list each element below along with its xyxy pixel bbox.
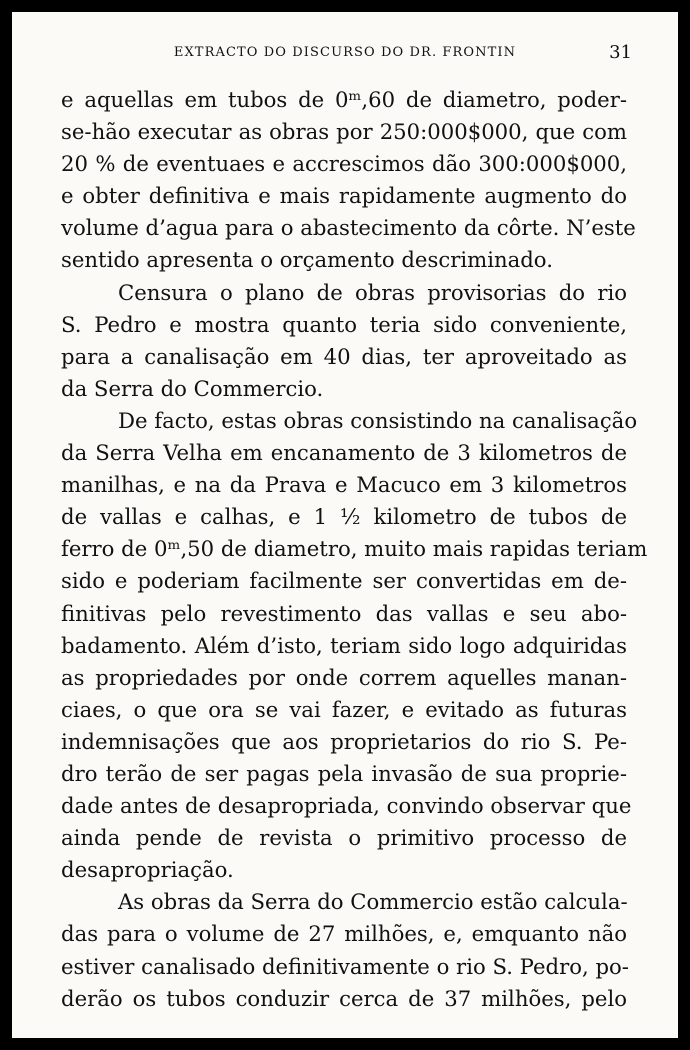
paragraph-1 [61, 84, 636, 277]
text-line: ainda pende de revista o primitivo processo de [61, 825, 627, 851]
text-line: desapropriação. [61, 857, 234, 883]
paragraph-4 [61, 886, 627, 1014]
text-line: e aquellas em tubos de 0ᵐ,60 de diametro, poder- [61, 87, 627, 112]
running-head [12, 42, 678, 69]
text-line: manilhas, e na da Prava e Macuco em 3 kilometros [61, 472, 627, 498]
text-line: S. Pedro e mostra quanto teria sido conveniente, [61, 311, 627, 337]
text-line: badamento. Além d’isto, teriam sido logo adquiridas [61, 632, 627, 658]
text-line: finitivas pelo revestimento das vallas e seu abo- [61, 600, 627, 626]
text-line: para a canalisação em 40 dias, ter aproveitado as [61, 343, 627, 369]
text-line: da Serra Velha em encanamento de 3 kilometros de [61, 440, 627, 466]
running-title: EXTRACTO DO DISCURSO DO DR. FRONTIN [173, 45, 517, 60]
text-line: de vallas e calhas, e 1 ½ kilometro de tubos de [61, 504, 627, 530]
body-text [61, 84, 648, 1015]
paragraph-3 [61, 405, 648, 886]
text-line: volume d’agua para o abastecimento da côrte. N’este [61, 215, 636, 241]
text-line: 20 % de eventuaes e accrescimos dão 300:000$000, [61, 151, 627, 177]
text-line: derão os tubos conduzir cerca de 37 milhões, pelo [61, 985, 627, 1011]
text-line: as propriedades por onde correm aquelles manan- [61, 664, 627, 690]
text-line: De facto, estas obras consistindo na canalisação [118, 407, 638, 433]
text-line: sentido apresenta o orçamento descriminado. [61, 247, 553, 273]
text-line: dade antes de desapropriada, convindo observar que [61, 793, 632, 819]
page-number: 31 [609, 42, 632, 63]
paragraph-2 [61, 277, 627, 405]
text-line: sido e poderiam facilmente ser convertidas em de- [61, 568, 627, 594]
book-page [12, 12, 678, 1038]
text-line: das para o volume de 27 milhões, e, emquanto não [61, 921, 627, 947]
text-line: ferro de 0ᵐ,50 de diametro, muito mais rapidas teriam [61, 536, 648, 562]
text-line: As obras da Serra do Commercio estão calcula- [118, 889, 628, 915]
text-line: indemnisações que aos proprietarios do rio S. Pe- [61, 728, 627, 754]
text-line: estiver canalisado definitivamente o rio S. Pedro, po- [61, 953, 629, 979]
text-line: e obter definitiva e mais rapidamente augmento do [61, 183, 627, 209]
text-line: se-hão executar as obras por 250:000$000, que com [61, 119, 627, 145]
text-line: dro terão de ser pagas pela invasão de sua proprie- [61, 760, 627, 786]
text-line: ciaes, o que ora se vai fazer, e evitado as futuras [61, 696, 627, 722]
text-line: Censura o plano de obras provisorias do rio [118, 279, 627, 305]
text-line: da Serra do Commercio. [61, 375, 324, 401]
